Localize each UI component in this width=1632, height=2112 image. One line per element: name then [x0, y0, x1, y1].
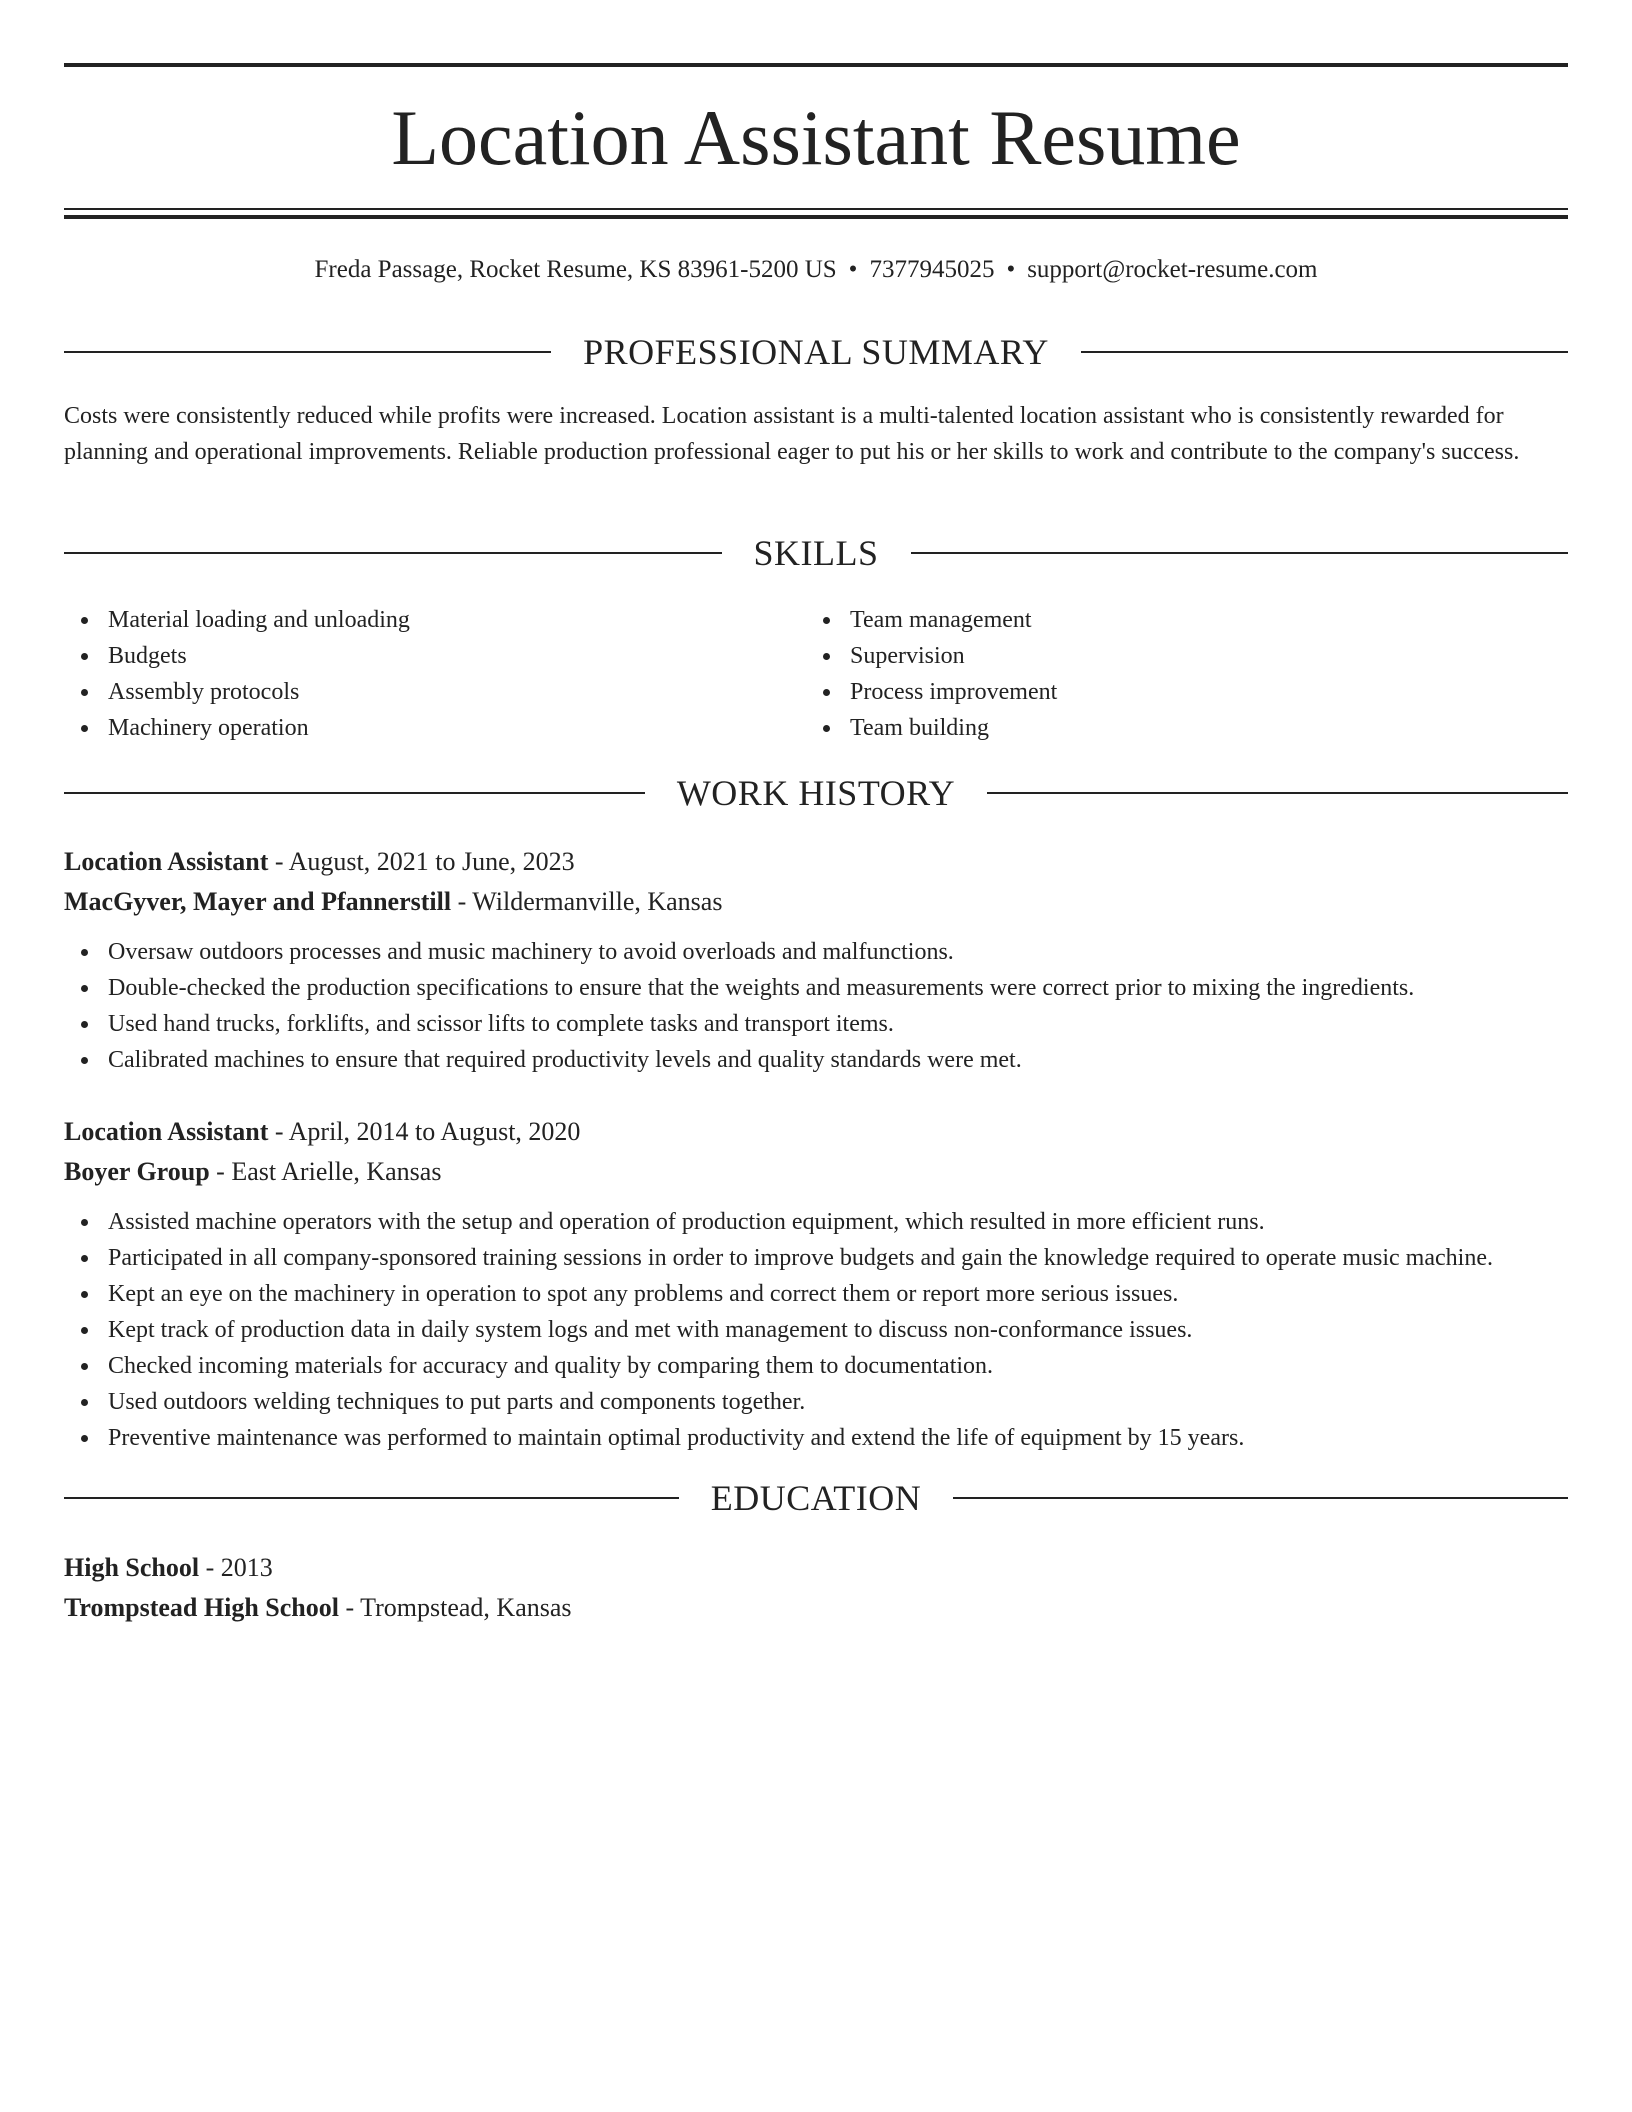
skill-item: Budgets: [64, 638, 784, 674]
job-bullet: Calibrated machines to ensure that required productivity levels and quality standards were met.: [64, 1042, 1568, 1078]
education-entry: [64, 1548, 1568, 1628]
section-header-summary: [64, 330, 1568, 374]
section-rule: [953, 1497, 1568, 1499]
section-title-education: EDUCATION: [710, 1478, 922, 1518]
job-location: - East Arielle, Kansas: [209, 1157, 442, 1186]
section-header-work: [64, 771, 1568, 815]
section-title-work: WORK HISTORY: [676, 773, 956, 813]
skill-item: Team management: [806, 602, 1526, 638]
skills-list-left: [64, 602, 784, 746]
job-bullet: Checked incoming materials for accuracy and quality by comparing them to documentation.: [64, 1348, 1568, 1384]
skill-item: Machinery operation: [64, 710, 784, 746]
contact-email: support@rocket-resume.com: [1027, 256, 1318, 283]
summary-text: Costs were consistently reduced while profits were increased. Location assistant is a multi-talented location assistant who is consistently rewarded for planning and operational improvements. Reliable production professional eager to put his or her skills to work and contribute to the company's success.: [64, 403, 1520, 465]
skill-item: Process improvement: [806, 674, 1526, 710]
job-bullet: Double-checked the production specifications to ensure that the weights and measurements were correct prior to mixing the ingredients.: [64, 970, 1568, 1006]
section-rule: [1081, 351, 1568, 353]
job-location: - Wildermanville, Kansas: [451, 887, 723, 916]
contact-address: Freda Passage, Rocket Resume, KS 83961-5200 US: [314, 256, 837, 283]
job-title-line: [64, 842, 1568, 882]
section-rule: [911, 552, 1569, 554]
job-title-line: [64, 1112, 1568, 1152]
job-bullet: Assisted machine operators with the setup and operation of production equipment, which resulted in more efficient runs.: [64, 1204, 1568, 1240]
section-title-skills: SKILLS: [753, 533, 879, 573]
job-bullets: [64, 934, 1568, 1078]
skills-list-right: [806, 602, 1526, 746]
contact-separator: •: [1006, 256, 1016, 283]
contact-line: [64, 252, 1568, 288]
job-bullet: Used outdoors welding techniques to put parts and components together.: [64, 1384, 1568, 1420]
job-dates: - April, 2014 to August, 2020: [268, 1117, 581, 1146]
contact-phone: 7377945025: [869, 256, 995, 283]
job-entry: [64, 842, 1568, 1078]
section-rule: [64, 1497, 679, 1499]
job-company: Boyer Group: [64, 1157, 210, 1186]
job-company-line: [64, 1152, 1568, 1192]
skill-item: Supervision: [806, 638, 1526, 674]
job-title: Location Assistant: [64, 1117, 269, 1146]
top-rule: [64, 63, 1568, 67]
section-header-education: [64, 1476, 1568, 1520]
job-bullet: Kept an eye on the machinery in operation to spot any problems and correct them or report more serious issues.: [64, 1276, 1568, 1312]
job-bullet: Participated in all company-sponsored training sessions in order to improve budgets and gain the knowledge required to operate music machine.: [64, 1240, 1568, 1276]
job-bullet: Preventive maintenance was performed to maintain optimal productivity and extend the life of equipment by 15 years.: [64, 1420, 1568, 1456]
job-title: Location Assistant: [64, 847, 269, 876]
job-bullet: Used hand trucks, forklifts, and scissor lifts to complete tasks and transport items.: [64, 1006, 1568, 1042]
job-bullet: Kept track of production data in daily system logs and met with management to discuss non-conformance issues.: [64, 1312, 1568, 1348]
education-degree-line: [64, 1548, 1568, 1588]
job-entry: [64, 1112, 1568, 1456]
education-school-line: [64, 1588, 1568, 1628]
job-bullets: [64, 1204, 1568, 1456]
education-degree: High School: [64, 1553, 200, 1582]
section-header-skills: [64, 531, 1568, 575]
education-year: - 2013: [199, 1553, 273, 1582]
education-school: Trompstead High School: [64, 1593, 339, 1622]
section-rule: [64, 351, 551, 353]
job-company: MacGyver, Mayer and Pfannerstill: [64, 887, 452, 916]
skill-item: Team building: [806, 710, 1526, 746]
section-title-summary: PROFESSIONAL SUMMARY: [583, 332, 1049, 372]
job-company-line: [64, 882, 1568, 922]
title-double-rule: [64, 208, 1568, 219]
job-bullet: Oversaw outdoors processes and music machinery to avoid overloads and malfunctions.: [64, 934, 1568, 970]
section-rule: [987, 792, 1568, 794]
skill-item: Assembly protocols: [64, 674, 784, 710]
job-dates: - August, 2021 to June, 2023: [268, 847, 575, 876]
page-title: Location Assistant Resume: [391, 94, 1241, 181]
skill-item: Material loading and unloading: [64, 602, 784, 638]
education-location: - Trompstead, Kansas: [338, 1593, 572, 1622]
section-rule: [64, 792, 645, 794]
section-rule: [64, 552, 722, 554]
contact-separator: •: [848, 256, 858, 283]
